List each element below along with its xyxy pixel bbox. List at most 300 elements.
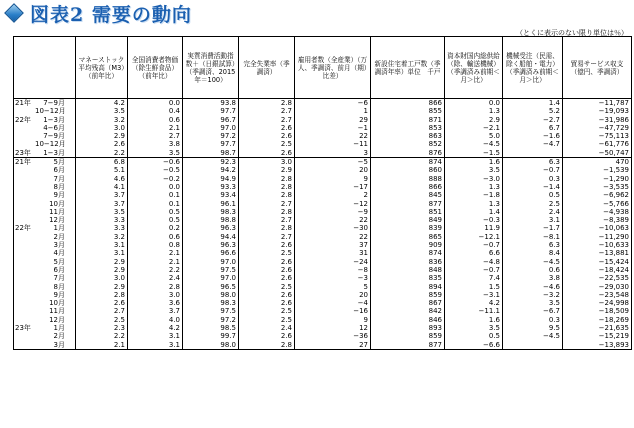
period-month: 1−3月: [43, 148, 65, 157]
cell-cpi: 2.7: [128, 132, 183, 140]
cell-money-stock: 6.8: [76, 158, 128, 167]
col-header-unemployment: 完全失業率（季調済）: [239, 37, 295, 99]
cell-period: [14, 158, 76, 167]
cell-capital-goods: −4.5: [445, 140, 503, 148]
cell-machinery-orders: 0.5: [503, 191, 563, 199]
col-header-cpi: 全国消費者物価（除生鮮食品）（前年比）: [128, 37, 183, 99]
cell-machinery-orders: −0.7: [503, 166, 563, 174]
cell-cpi: 0.6: [128, 233, 183, 241]
period-month: 4月: [53, 249, 65, 258]
cell-money-stock: 3.5: [76, 107, 128, 115]
cell-employees: 31: [295, 249, 371, 257]
cell-capital-goods: −0.3: [445, 216, 503, 224]
cell-money-stock: 2.2: [76, 149, 128, 158]
cell-trade-balance: −31,986: [563, 116, 632, 124]
cell-trade-balance: −10,063: [563, 224, 632, 232]
table-row: [14, 299, 632, 307]
cell-trade-balance: −29,030: [563, 283, 632, 291]
period-month: 1月: [53, 324, 65, 333]
cell-capital-goods: 3.5: [445, 324, 503, 332]
cell-machinery-orders: 6.3: [503, 158, 563, 167]
cell-housing-starts: 863: [371, 132, 445, 140]
cell-period: [14, 132, 76, 140]
cell-unemployment: 2.8: [239, 208, 295, 216]
cell-housing-starts: 852: [371, 140, 445, 148]
cell-housing-starts: 846: [371, 316, 445, 324]
cell-trade-balance: −19,093: [563, 107, 632, 115]
cell-period: [14, 140, 76, 148]
cell-housing-starts: 842: [371, 307, 445, 315]
cell-period: [14, 107, 76, 115]
cell-unemployment: 2.9: [239, 166, 295, 174]
period-month: 5月: [53, 257, 65, 266]
table-row: [14, 307, 632, 315]
period-month: 11月: [49, 307, 65, 316]
cell-unemployment: 2.5: [239, 316, 295, 324]
cell-machinery-orders: −1.4: [503, 183, 563, 191]
cell-machinery-orders: −2.7: [503, 116, 563, 124]
cell-employees: 27: [295, 341, 371, 350]
cell-consumption-index: 96.5: [183, 283, 239, 291]
cell-employees: −6: [295, 99, 371, 108]
title-bar: [0, 0, 634, 26]
cell-cpi: 0.6: [128, 116, 183, 124]
cell-unemployment: 2.8: [239, 183, 295, 191]
cell-money-stock: 2.5: [76, 316, 128, 324]
cell-trade-balance: −24,998: [563, 299, 632, 307]
period-year: 21年: [15, 99, 31, 107]
cell-trade-balance: −10,633: [563, 241, 632, 249]
cell-period: [14, 233, 76, 241]
cell-cpi: 3.1: [128, 341, 183, 350]
cell-money-stock: 3.0: [76, 274, 128, 282]
cell-period: [14, 183, 76, 191]
cell-trade-balance: −11,290: [563, 233, 632, 241]
cell-capital-goods: 1.3: [445, 200, 503, 208]
cell-housing-starts: 909: [371, 241, 445, 249]
table-row: [14, 324, 632, 332]
col-header-employees: 雇用者数（全産業）（万人、季調済、前月（期）比差）: [295, 37, 371, 99]
table-row: [14, 166, 632, 174]
cell-money-stock: 5.1: [76, 166, 128, 174]
cell-period: [14, 191, 76, 199]
col-header-capital-goods: 資本財国内総供給（除、輸送機械）（季調済み前期＜月＞比）: [445, 37, 503, 99]
cell-unemployment: 2.7: [239, 107, 295, 115]
diamond-icon: [4, 3, 24, 23]
cell-trade-balance: −23,548: [563, 291, 632, 299]
cell-housing-starts: 853: [371, 124, 445, 132]
cell-unemployment: 2.5: [239, 283, 295, 291]
period-month: 12月: [49, 315, 65, 324]
cell-housing-starts: 839: [371, 224, 445, 232]
cell-cpi: 0.0: [128, 183, 183, 191]
cell-capital-goods: 1.5: [445, 283, 503, 291]
cell-cpi: 0.4: [128, 107, 183, 115]
cell-machinery-orders: 3.5: [503, 299, 563, 307]
cell-consumption-index: 98.5: [183, 324, 239, 332]
cell-unemployment: 2.6: [239, 132, 295, 140]
cell-unemployment: 2.8: [239, 99, 295, 108]
period-month: 7−9月: [43, 132, 65, 141]
cell-unemployment: 2.5: [239, 307, 295, 315]
cell-housing-starts: 876: [371, 149, 445, 158]
cell-machinery-orders: 5.2: [503, 107, 563, 115]
cell-money-stock: 3.7: [76, 200, 128, 208]
cell-cpi: 0.5: [128, 216, 183, 224]
cell-consumption-index: 97.0: [183, 274, 239, 282]
cell-money-stock: 2.9: [76, 283, 128, 291]
cell-period: [14, 332, 76, 340]
cell-employees: −36: [295, 332, 371, 340]
cell-machinery-orders: −1.6: [503, 132, 563, 140]
cell-period: [14, 324, 76, 332]
cell-consumption-index: 96.7: [183, 116, 239, 124]
cell-machinery-orders: 6.7: [503, 124, 563, 132]
cell-housing-starts: 836: [371, 258, 445, 266]
period-year: 23年: [15, 324, 31, 333]
cell-trade-balance: −3,535: [563, 183, 632, 191]
cell-unemployment: 2.8: [239, 224, 295, 232]
cell-employees: −8: [295, 266, 371, 274]
cell-cpi: −0.6: [128, 158, 183, 167]
cell-cpi: 3.8: [128, 140, 183, 148]
cell-employees: 20: [295, 291, 371, 299]
cell-period: [14, 175, 76, 183]
table-row: [14, 224, 632, 232]
period-month: 2月: [53, 332, 65, 341]
cell-trade-balance: −15,219: [563, 332, 632, 340]
cell-employees: 9: [295, 316, 371, 324]
cell-money-stock: 2.9: [76, 258, 128, 266]
cell-period: [14, 274, 76, 282]
cell-capital-goods: −3.1: [445, 291, 503, 299]
cell-capital-goods: 0.5: [445, 332, 503, 340]
cell-machinery-orders: 1.4: [503, 99, 563, 108]
table-row: [14, 116, 632, 124]
cell-period: [14, 266, 76, 274]
cell-employees: 12: [295, 324, 371, 332]
cell-capital-goods: −11.1: [445, 307, 503, 315]
cell-consumption-index: 97.0: [183, 124, 239, 132]
cell-consumption-index: 96.3: [183, 241, 239, 249]
cell-capital-goods: −6.6: [445, 341, 503, 350]
cell-consumption-index: 98.3: [183, 208, 239, 216]
cell-employees: −30: [295, 224, 371, 232]
table-row: [14, 191, 632, 199]
cell-housing-starts: 849: [371, 216, 445, 224]
table-row: [14, 266, 632, 274]
period-month: 6月: [53, 265, 65, 274]
cell-housing-starts: 848: [371, 266, 445, 274]
cell-machinery-orders: 3.8: [503, 274, 563, 282]
cell-machinery-orders: 2.5: [503, 200, 563, 208]
table-row: [14, 283, 632, 291]
period-year: 22年: [15, 224, 31, 233]
cell-period: [14, 149, 76, 158]
cell-housing-starts: 874: [371, 249, 445, 257]
cell-consumption-index: 97.5: [183, 307, 239, 315]
cell-trade-balance: −47,729: [563, 124, 632, 132]
cell-consumption-index: 93.3: [183, 183, 239, 191]
period-month: 7月: [53, 274, 65, 283]
cell-money-stock: 3.3: [76, 224, 128, 232]
cell-machinery-orders: −4.5: [503, 258, 563, 266]
cell-capital-goods: 11.9: [445, 224, 503, 232]
cell-money-stock: 2.7: [76, 307, 128, 315]
cell-machinery-orders: 0.6: [503, 266, 563, 274]
cell-period: [14, 124, 76, 132]
cell-capital-goods: 1.6: [445, 158, 503, 167]
period-year: 23年: [15, 148, 31, 157]
cell-unemployment: 2.5: [239, 140, 295, 148]
cell-cpi: 0.1: [128, 191, 183, 199]
cell-consumption-index: 96.1: [183, 200, 239, 208]
cell-cpi: 0.8: [128, 241, 183, 249]
cell-employees: −4: [295, 299, 371, 307]
page-title: 図表2 需要の動向: [30, 3, 192, 26]
cell-machinery-orders: −8.1: [503, 233, 563, 241]
cell-housing-starts: 865: [371, 233, 445, 241]
cell-cpi: 4.0: [128, 316, 183, 324]
cell-machinery-orders: [503, 149, 563, 158]
period-month: 1−3月: [43, 115, 65, 124]
cell-trade-balance: −13,881: [563, 249, 632, 257]
cell-cpi: 0.5: [128, 208, 183, 216]
col-header-trade-balance: 貿易サービス収支（億円、季調済）: [563, 37, 632, 99]
cell-consumption-index: 92.3: [183, 158, 239, 167]
cell-capital-goods: 2.9: [445, 116, 503, 124]
cell-unemployment: 2.6: [239, 332, 295, 340]
cell-capital-goods: −1.8: [445, 191, 503, 199]
cell-employees: 37: [295, 241, 371, 249]
period-year: 22年: [15, 115, 31, 124]
cell-period: [14, 116, 76, 124]
cell-capital-goods: −12.1: [445, 233, 503, 241]
period-month: 3月: [53, 241, 65, 250]
cell-period: [14, 224, 76, 232]
period-month: 12月: [49, 216, 65, 225]
cell-consumption-index: 94.9: [183, 175, 239, 183]
cell-money-stock: 3.5: [76, 208, 128, 216]
cell-capital-goods: 5.0: [445, 132, 503, 140]
cell-consumption-index: 94.2: [183, 166, 239, 174]
header-row: [14, 37, 632, 99]
table-row: [14, 183, 632, 191]
cell-unemployment: 2.6: [239, 274, 295, 282]
cell-capital-goods: 1.3: [445, 107, 503, 115]
cell-money-stock: 2.3: [76, 324, 128, 332]
cell-trade-balance: −75,113: [563, 132, 632, 140]
cell-capital-goods: −0.7: [445, 241, 503, 249]
cell-money-stock: 2.8: [76, 291, 128, 299]
cell-period: [14, 283, 76, 291]
cell-unemployment: 2.6: [239, 124, 295, 132]
cell-employees: 9: [295, 175, 371, 183]
cell-unemployment: 2.6: [239, 258, 295, 266]
cell-period: [14, 316, 76, 324]
cell-housing-starts: 877: [371, 341, 445, 350]
cell-money-stock: 2.9: [76, 266, 128, 274]
cell-housing-starts: 893: [371, 324, 445, 332]
cell-machinery-orders: −4.6: [503, 283, 563, 291]
table-row: [14, 99, 632, 108]
cell-trade-balance: −18,424: [563, 266, 632, 274]
cell-money-stock: 2.6: [76, 299, 128, 307]
cell-machinery-orders: 0.3: [503, 175, 563, 183]
cell-capital-goods: −4.8: [445, 258, 503, 266]
period-month: 5月: [53, 158, 65, 167]
period-month: 8月: [53, 282, 65, 291]
cell-consumption-index: 93.8: [183, 99, 239, 108]
cell-unemployment: 2.6: [239, 266, 295, 274]
cell-consumption-index: 98.7: [183, 149, 239, 158]
cell-unemployment: 2.7: [239, 216, 295, 224]
table-row: [14, 291, 632, 299]
table-row: [14, 316, 632, 324]
cell-cpi: 2.4: [128, 274, 183, 282]
cell-capital-goods: −2.1: [445, 124, 503, 132]
cell-machinery-orders: [503, 341, 563, 350]
cell-employees: 1: [295, 107, 371, 115]
cell-cpi: 0.0: [128, 99, 183, 108]
cell-housing-starts: 851: [371, 208, 445, 216]
cell-capital-goods: 3.5: [445, 166, 503, 174]
table-row: [14, 241, 632, 249]
table-row: [14, 274, 632, 282]
cell-trade-balance: −50,747: [563, 149, 632, 158]
cell-machinery-orders: 9.5: [503, 324, 563, 332]
cell-money-stock: 2.6: [76, 140, 128, 148]
period-month: 4−6月: [43, 123, 65, 132]
cell-housing-starts: 859: [371, 332, 445, 340]
cell-housing-starts: 888: [371, 175, 445, 183]
cell-unemployment: 3.0: [239, 158, 295, 167]
table-row: [14, 249, 632, 257]
cell-money-stock: 3.1: [76, 241, 128, 249]
col-header-housing-starts: 新設住宅着工戸数（季調済年率）単位 千戸: [371, 37, 445, 99]
cell-period: [14, 166, 76, 174]
cell-money-stock: 2.2: [76, 332, 128, 340]
cell-period: [14, 200, 76, 208]
cell-capital-goods: 0.0: [445, 99, 503, 108]
cell-consumption-index: 97.0: [183, 258, 239, 266]
table-row: [14, 132, 632, 140]
col-header-period: [14, 37, 76, 99]
cell-consumption-index: 97.7: [183, 140, 239, 148]
cell-capital-goods: −0.7: [445, 266, 503, 274]
cell-unemployment: 2.7: [239, 233, 295, 241]
cell-consumption-index: 94.4: [183, 233, 239, 241]
cell-period: [14, 216, 76, 224]
cell-employees: 3: [295, 149, 371, 158]
demand-table: [13, 36, 632, 350]
cell-housing-starts: 860: [371, 166, 445, 174]
cell-unemployment: 2.8: [239, 191, 295, 199]
cell-consumption-index: 98.0: [183, 291, 239, 299]
cell-machinery-orders: −6.7: [503, 307, 563, 315]
cell-money-stock: 3.3: [76, 216, 128, 224]
cell-employees: −16: [295, 307, 371, 315]
cell-employees: −3: [295, 274, 371, 282]
cell-machinery-orders: −4.7: [503, 140, 563, 148]
cell-unemployment: 2.7: [239, 200, 295, 208]
cell-period: [14, 307, 76, 315]
cell-money-stock: 4.2: [76, 99, 128, 108]
cell-cpi: 3.1: [128, 332, 183, 340]
table-row: [14, 124, 632, 132]
cell-trade-balance: 470: [563, 158, 632, 167]
cell-consumption-index: 98.8: [183, 216, 239, 224]
period-month: 11月: [49, 207, 65, 216]
cell-trade-balance: −21,635: [563, 324, 632, 332]
cell-capital-goods: 4.2: [445, 299, 503, 307]
cell-capital-goods: 1.4: [445, 208, 503, 216]
table-row: [14, 332, 632, 340]
cell-trade-balance: −18,269: [563, 316, 632, 324]
cell-cpi: 4.2: [128, 324, 183, 332]
cell-employees: −17: [295, 183, 371, 191]
cell-consumption-index: 96.3: [183, 224, 239, 232]
cell-period: [14, 341, 76, 350]
cell-money-stock: 2.1: [76, 341, 128, 350]
cell-employees: 22: [295, 233, 371, 241]
cell-employees: 22: [295, 132, 371, 140]
cell-housing-starts: 877: [371, 200, 445, 208]
cell-trade-balance: −22,535: [563, 274, 632, 282]
table-row: [14, 175, 632, 183]
cell-period: [14, 208, 76, 216]
cell-machinery-orders: 0.3: [503, 316, 563, 324]
cell-consumption-index: 99.7: [183, 332, 239, 340]
table-row: [14, 233, 632, 241]
cell-housing-starts: 866: [371, 183, 445, 191]
table-row: [14, 158, 632, 167]
unit-note: （とくに表示のない限り単位は％）: [516, 29, 628, 37]
cell-cpi: 2.1: [128, 258, 183, 266]
period-month: 10−12月: [35, 140, 66, 149]
cell-housing-starts: 866: [371, 99, 445, 108]
cell-employees: −9: [295, 208, 371, 216]
cell-trade-balance: −6,962: [563, 191, 632, 199]
cell-trade-balance: −8,389: [563, 216, 632, 224]
cell-money-stock: 3.7: [76, 191, 128, 199]
cell-consumption-index: 93.4: [183, 191, 239, 199]
cell-capital-goods: 7.4: [445, 274, 503, 282]
cell-cpi: 3.0: [128, 291, 183, 299]
cell-cpi: 2.1: [128, 249, 183, 257]
cell-employees: −12: [295, 200, 371, 208]
col-header-consumption-index: 実質消費活動指数＋（日銀試算）（季調済、2015年＝100）: [183, 37, 239, 99]
cell-employees: −5: [295, 158, 371, 167]
cell-housing-starts: 845: [371, 191, 445, 199]
cell-capital-goods: 6.6: [445, 249, 503, 257]
cell-money-stock: 4.1: [76, 183, 128, 191]
cell-cpi: 3.7: [128, 307, 183, 315]
cell-employees: −11: [295, 140, 371, 148]
cell-employees: 29: [295, 116, 371, 124]
cell-unemployment: 2.4: [239, 324, 295, 332]
cell-unemployment: 2.6: [239, 241, 295, 249]
table-row: [14, 216, 632, 224]
cell-housing-starts: 874: [371, 158, 445, 167]
cell-period: [14, 241, 76, 249]
cell-consumption-index: 97.7: [183, 107, 239, 115]
cell-capital-goods: 1.3: [445, 183, 503, 191]
cell-trade-balance: −61,776: [563, 140, 632, 148]
col-header-machinery-orders: 機械受注（民需、除く船舶・電力）（季調済み前期＜月＞比）: [503, 37, 563, 99]
cell-trade-balance: −11,787: [563, 99, 632, 108]
cell-housing-starts: 871: [371, 116, 445, 124]
